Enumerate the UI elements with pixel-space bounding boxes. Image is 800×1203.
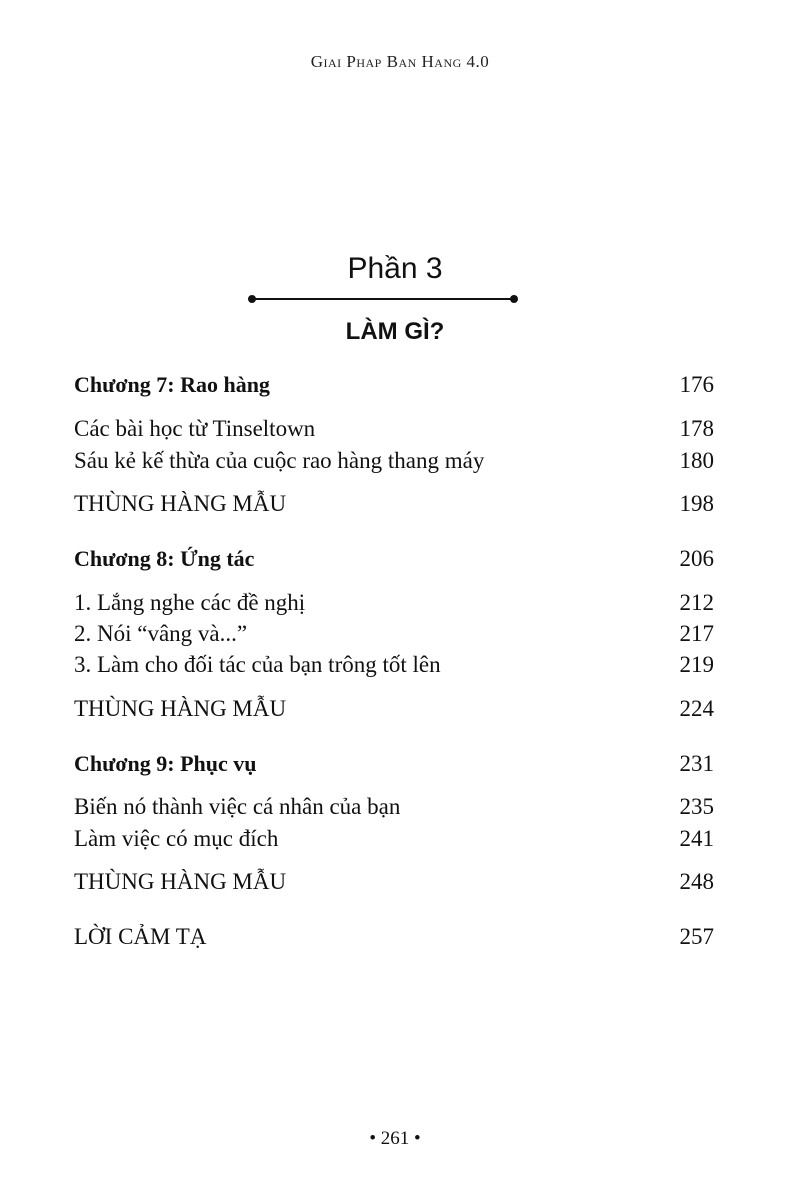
toc-page-number: 219 — [679, 652, 714, 677]
toc-entry — [74, 824, 714, 854]
toc-entry-label: Chương 7: Rao hàng — [74, 372, 270, 397]
toc-entry — [74, 792, 714, 822]
toc-page-number: 257 — [679, 924, 714, 949]
toc-entry-label: 1. Lắng nghe các đề nghị — [74, 590, 306, 615]
toc-entry — [74, 414, 714, 444]
toc-entry-label: THÙNG HÀNG MẪU — [74, 491, 287, 516]
toc-entry-label: Chương 8: Ứng tác — [74, 546, 255, 571]
toc-page-number: 198 — [679, 491, 714, 516]
toc-entry-chapter-9 — [74, 749, 714, 779]
toc-entry-label: THÙNG HÀNG MẪU — [74, 869, 287, 894]
part-title: Phần 3 — [347, 252, 443, 285]
toc-entry-acknowledgements — [74, 922, 714, 952]
toc-entry-label: Chương 9: Phục vụ — [74, 751, 257, 776]
toc-page-number: 180 — [679, 448, 714, 473]
toc-page-number: 178 — [679, 416, 714, 441]
toc-entry-label: Sáu kẻ kế thừa của cuộc rao hàng thang máy — [74, 448, 485, 473]
toc-page-number: 206 — [679, 546, 714, 571]
toc-entry-label: Biến nó thành việc cá nhân của bạn — [74, 794, 401, 819]
toc-entry — [74, 867, 714, 897]
toc-page-number: 241 — [679, 826, 714, 851]
ornamental-divider — [252, 298, 514, 300]
toc-entry — [74, 446, 714, 476]
toc-page-number: 217 — [679, 621, 714, 646]
toc-entry — [74, 489, 714, 519]
toc-entry-chapter-8 — [74, 544, 714, 574]
toc-entry-label: 3. Làm cho đối tác của bạn trông tốt lên — [74, 652, 441, 677]
page-number: • 261 • — [369, 1128, 421, 1149]
toc-entry — [74, 694, 714, 724]
toc-page-number: 235 — [679, 794, 714, 819]
toc-entry-label: Làm việc có mục đích — [74, 826, 279, 851]
toc-entry-label: THÙNG HÀNG MẪU — [74, 696, 287, 721]
running-header: Giai Phap Ban Hang 4.0 — [310, 52, 490, 71]
toc-page-number: 231 — [679, 751, 714, 776]
toc-entry — [74, 650, 714, 680]
toc-entry-chapter-7 — [74, 370, 714, 400]
toc-page-number: 212 — [679, 590, 714, 615]
toc-entry-label: 2. Nói “vâng và...” — [74, 621, 248, 646]
part-subtitle: LÀM GÌ? — [345, 318, 445, 345]
toc-page-number: 224 — [679, 696, 714, 721]
toc-entry-label: Các bài học từ Tinseltown — [74, 416, 316, 441]
toc-page-number: 176 — [679, 372, 714, 397]
toc-entry — [74, 588, 714, 618]
toc-entry — [74, 619, 714, 649]
toc-entry-label: LỜI CẢM TẠ — [74, 924, 207, 949]
toc-page-number: 248 — [679, 869, 714, 894]
